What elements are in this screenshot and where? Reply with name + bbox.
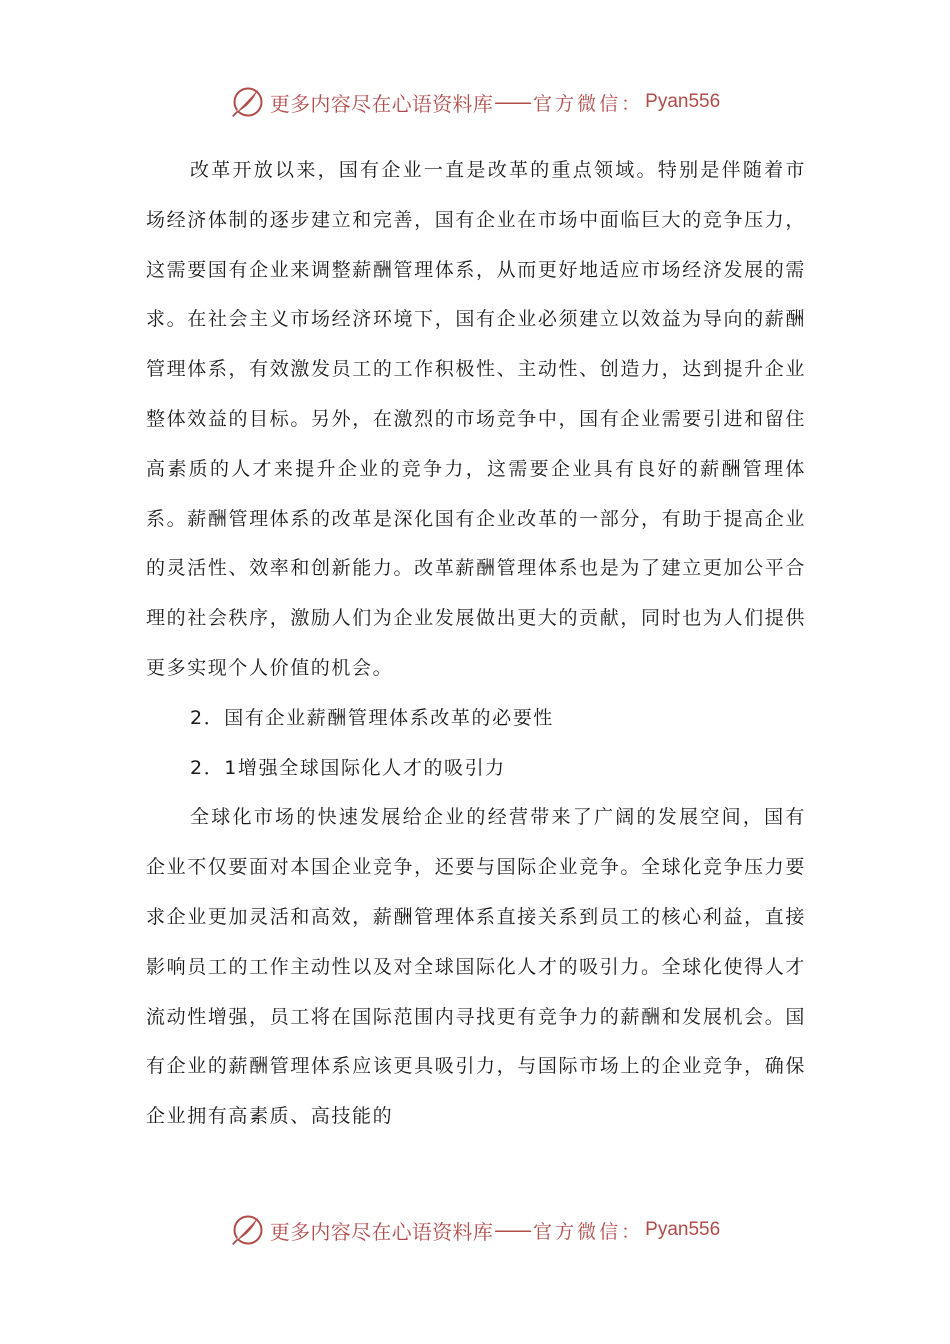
section-heading-necessity: 2．国有企业薪酬管理体系改革的必要性 [190,706,554,729]
footer-wechat-id: Pyan556 [645,1219,721,1240]
paragraph-globalization: 全球化市场的快速发展给企业的经营带来了广阔的发展空间，国有企业不仅要面对本国企业竞争，还要与国际企业竞争。全球化竞争压力要求企业更加灵活和高效，薪酬管理体系直接关系到员工的核心利益，直接影响员工的工作主动性以及对全球国际化人才的吸引力。全球化使得人才流动性增强，员工将在国际范围内寻找更有竞争力的薪酬和发展机会。国有企业的薪酬管理体系应该更具吸引力，与国际市场上的企业竞争，确保企业拥有高素质、高技能的 [146,806,806,1128]
footer-dash: —— [494,1218,531,1242]
header-banner [0,80,950,124]
header-wechat-id: Pyan556 [645,91,721,112]
quill-logo-icon [230,84,266,120]
footer-banner [0,1208,950,1252]
footer-wechat-label: 官方微信： [533,1220,644,1243]
subsection-heading-talent: 2．1增强全球国际化人才的吸引力 [190,756,506,779]
footer-brand: 更多内容尽在心语资料库 [269,1219,494,1244]
quill-logo-icon [230,1212,266,1248]
document-body [146,146,806,1142]
header-dash: —— [494,90,531,114]
paragraph-reform-background: 改革开放以来，国有企业一直是改革的重点领域。特别是伴随着市场经济体制的逐步建立和完善，国有企业在市场中面临巨大的竞争压力，这需要国有企业来调整薪酬管理体系，从而更好地适应市场经济发展的需求。在社会主义市场经济环境下，国有企业必须建立以效益为导向的薪酬管理体系，有效激发员工的工作积极性、主动性、创造力，达到提升企业整体效益的目标。另外，在激烈的市场竞争中，国有企业需要引进和留住高素质的人才来提升企业的竞争力，这需要企业具有良好的薪酬管理体系。薪酬管理体系的改革是深化国有企业改革的一部分，有助于提高企业的灵活性、效率和创新能力。改革薪酬管理体系也是为了建立更加公平合理的社会秩序，激励人们为企业发展做出更大的贡献，同时也为人们提供更多实现个人价值的机会。 [146,159,806,679]
header-brand: 更多内容尽在心语资料库 [269,91,494,116]
header-wechat-label: 官方微信： [533,92,644,115]
